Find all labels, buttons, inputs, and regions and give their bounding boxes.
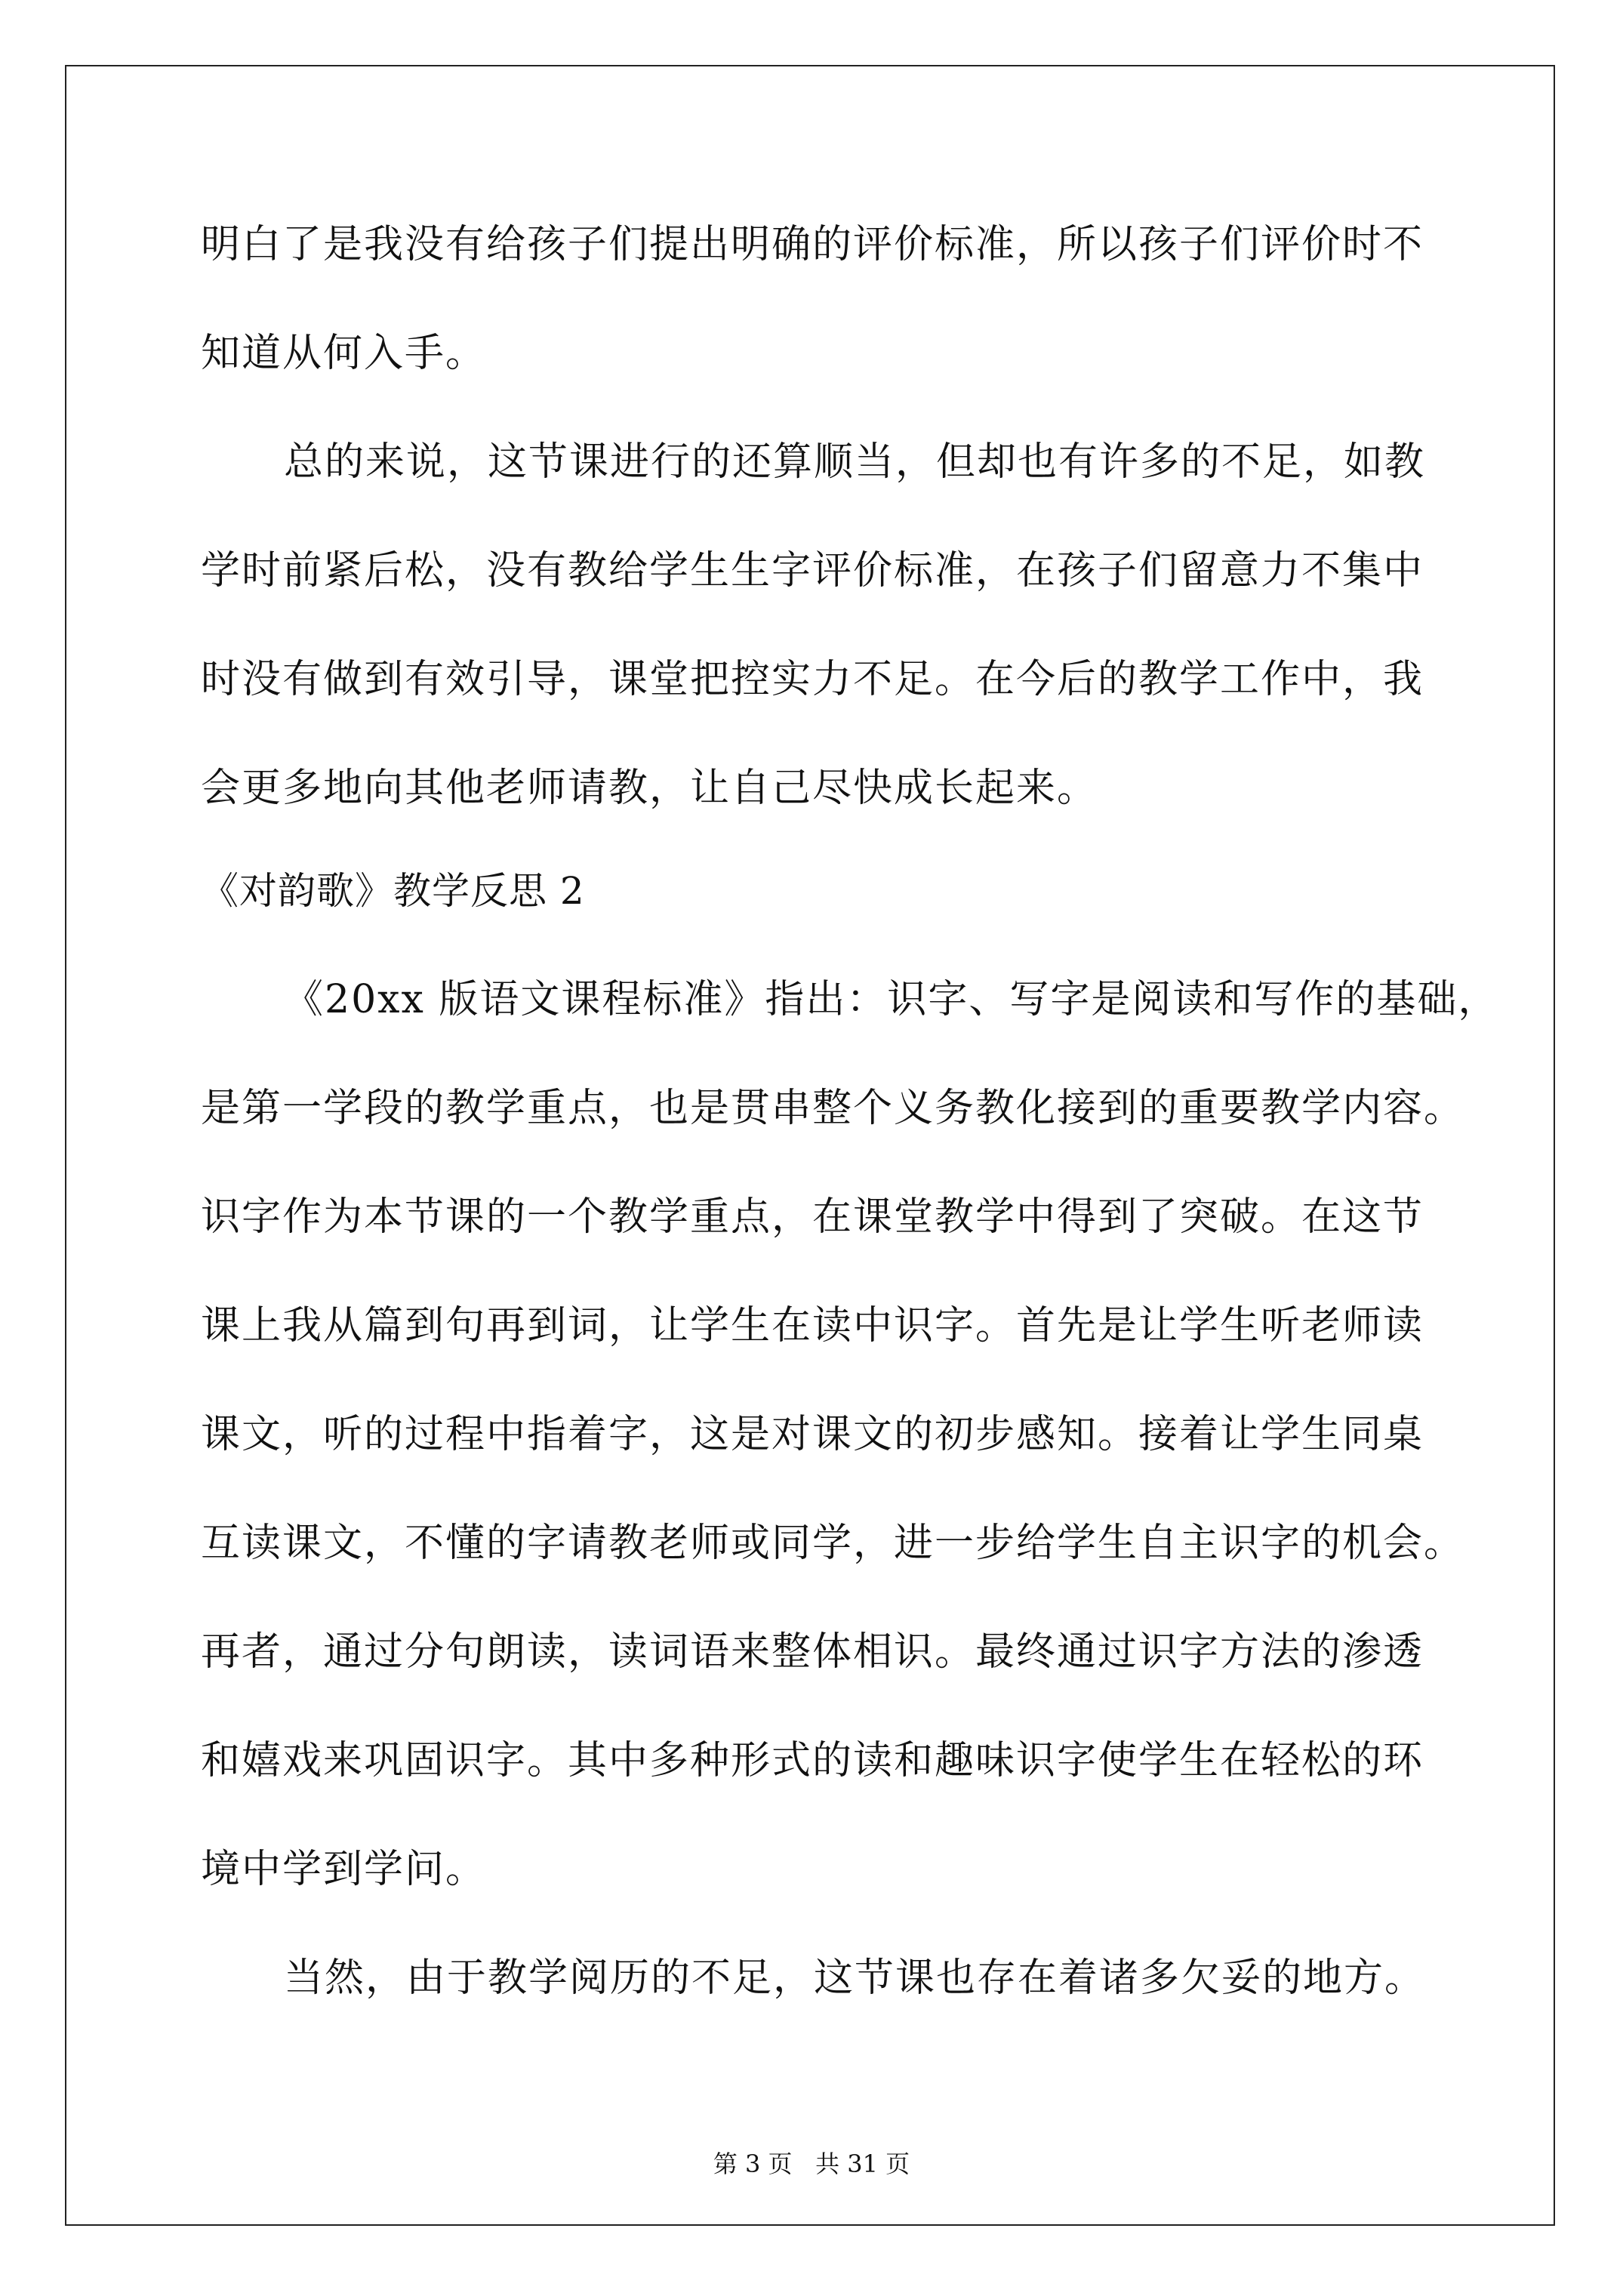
text-line: 是第一学段的教学重点，也是贯串整个义务教化接到的重要教学内容。 <box>201 1086 1465 1131</box>
paragraph-first-line: 总的来说，这节课进行的还算顺当，但却也有许多的不足，如教 <box>284 439 1426 485</box>
paragraph-first-line: 《20xx 版语文课程标准》指出：识字、写字是阅读和写作的基础， <box>284 977 1499 1022</box>
text-line: 境中学到学问。 <box>201 1847 487 1892</box>
text-line: 再者，通过分句朗读，读词语来整体相识。最终通过识字方法的渗透 <box>201 1629 1424 1675</box>
paragraph-first-line: 当然，由于教学阅历的不足，这节课也存在着诸多欠妥的地方。 <box>284 1955 1426 2001</box>
text-line: 互读课文，不懂的字请教老师或同学，进一步给学生自主识字的机会。 <box>201 1521 1465 1566</box>
text-line: 学时前紧后松，没有教给学生生字评价标准，在孩子们留意力不集中 <box>201 548 1424 593</box>
text-line: 会更多地向其他老师请教，让自己尽快成长起来。 <box>201 766 1098 811</box>
text-line: 课上我从篇到句再到词，让学生在读中识字。首先是让学生听老师读 <box>201 1303 1424 1348</box>
text-line: 时没有做到有效引导，课堂把控实力不足。在今后的教学工作中，我 <box>201 657 1424 702</box>
text-line: 识字作为本节课的一个教学重点，在课堂教学中得到了突破。在这节 <box>201 1194 1424 1240</box>
text-line: 知道从何入手。 <box>201 331 487 376</box>
page-number-footer: 第 3 页 共 31 页 <box>713 2150 910 2178</box>
text-line: 课文，听的过程中指着字，这是对课文的初步感知。接着让学生同桌 <box>201 1412 1424 1457</box>
section-heading: 《对韵歌》教学反思 2 <box>201 869 585 913</box>
text-line: 明白了是我没有给孩子们提出明确的评价标准，所以孩子们评价时不 <box>201 222 1424 267</box>
text-line: 和嬉戏来巩固识字。其中多种形式的读和趣味识字使学生在轻松的环 <box>201 1738 1424 1783</box>
page-border <box>65 65 1555 2226</box>
